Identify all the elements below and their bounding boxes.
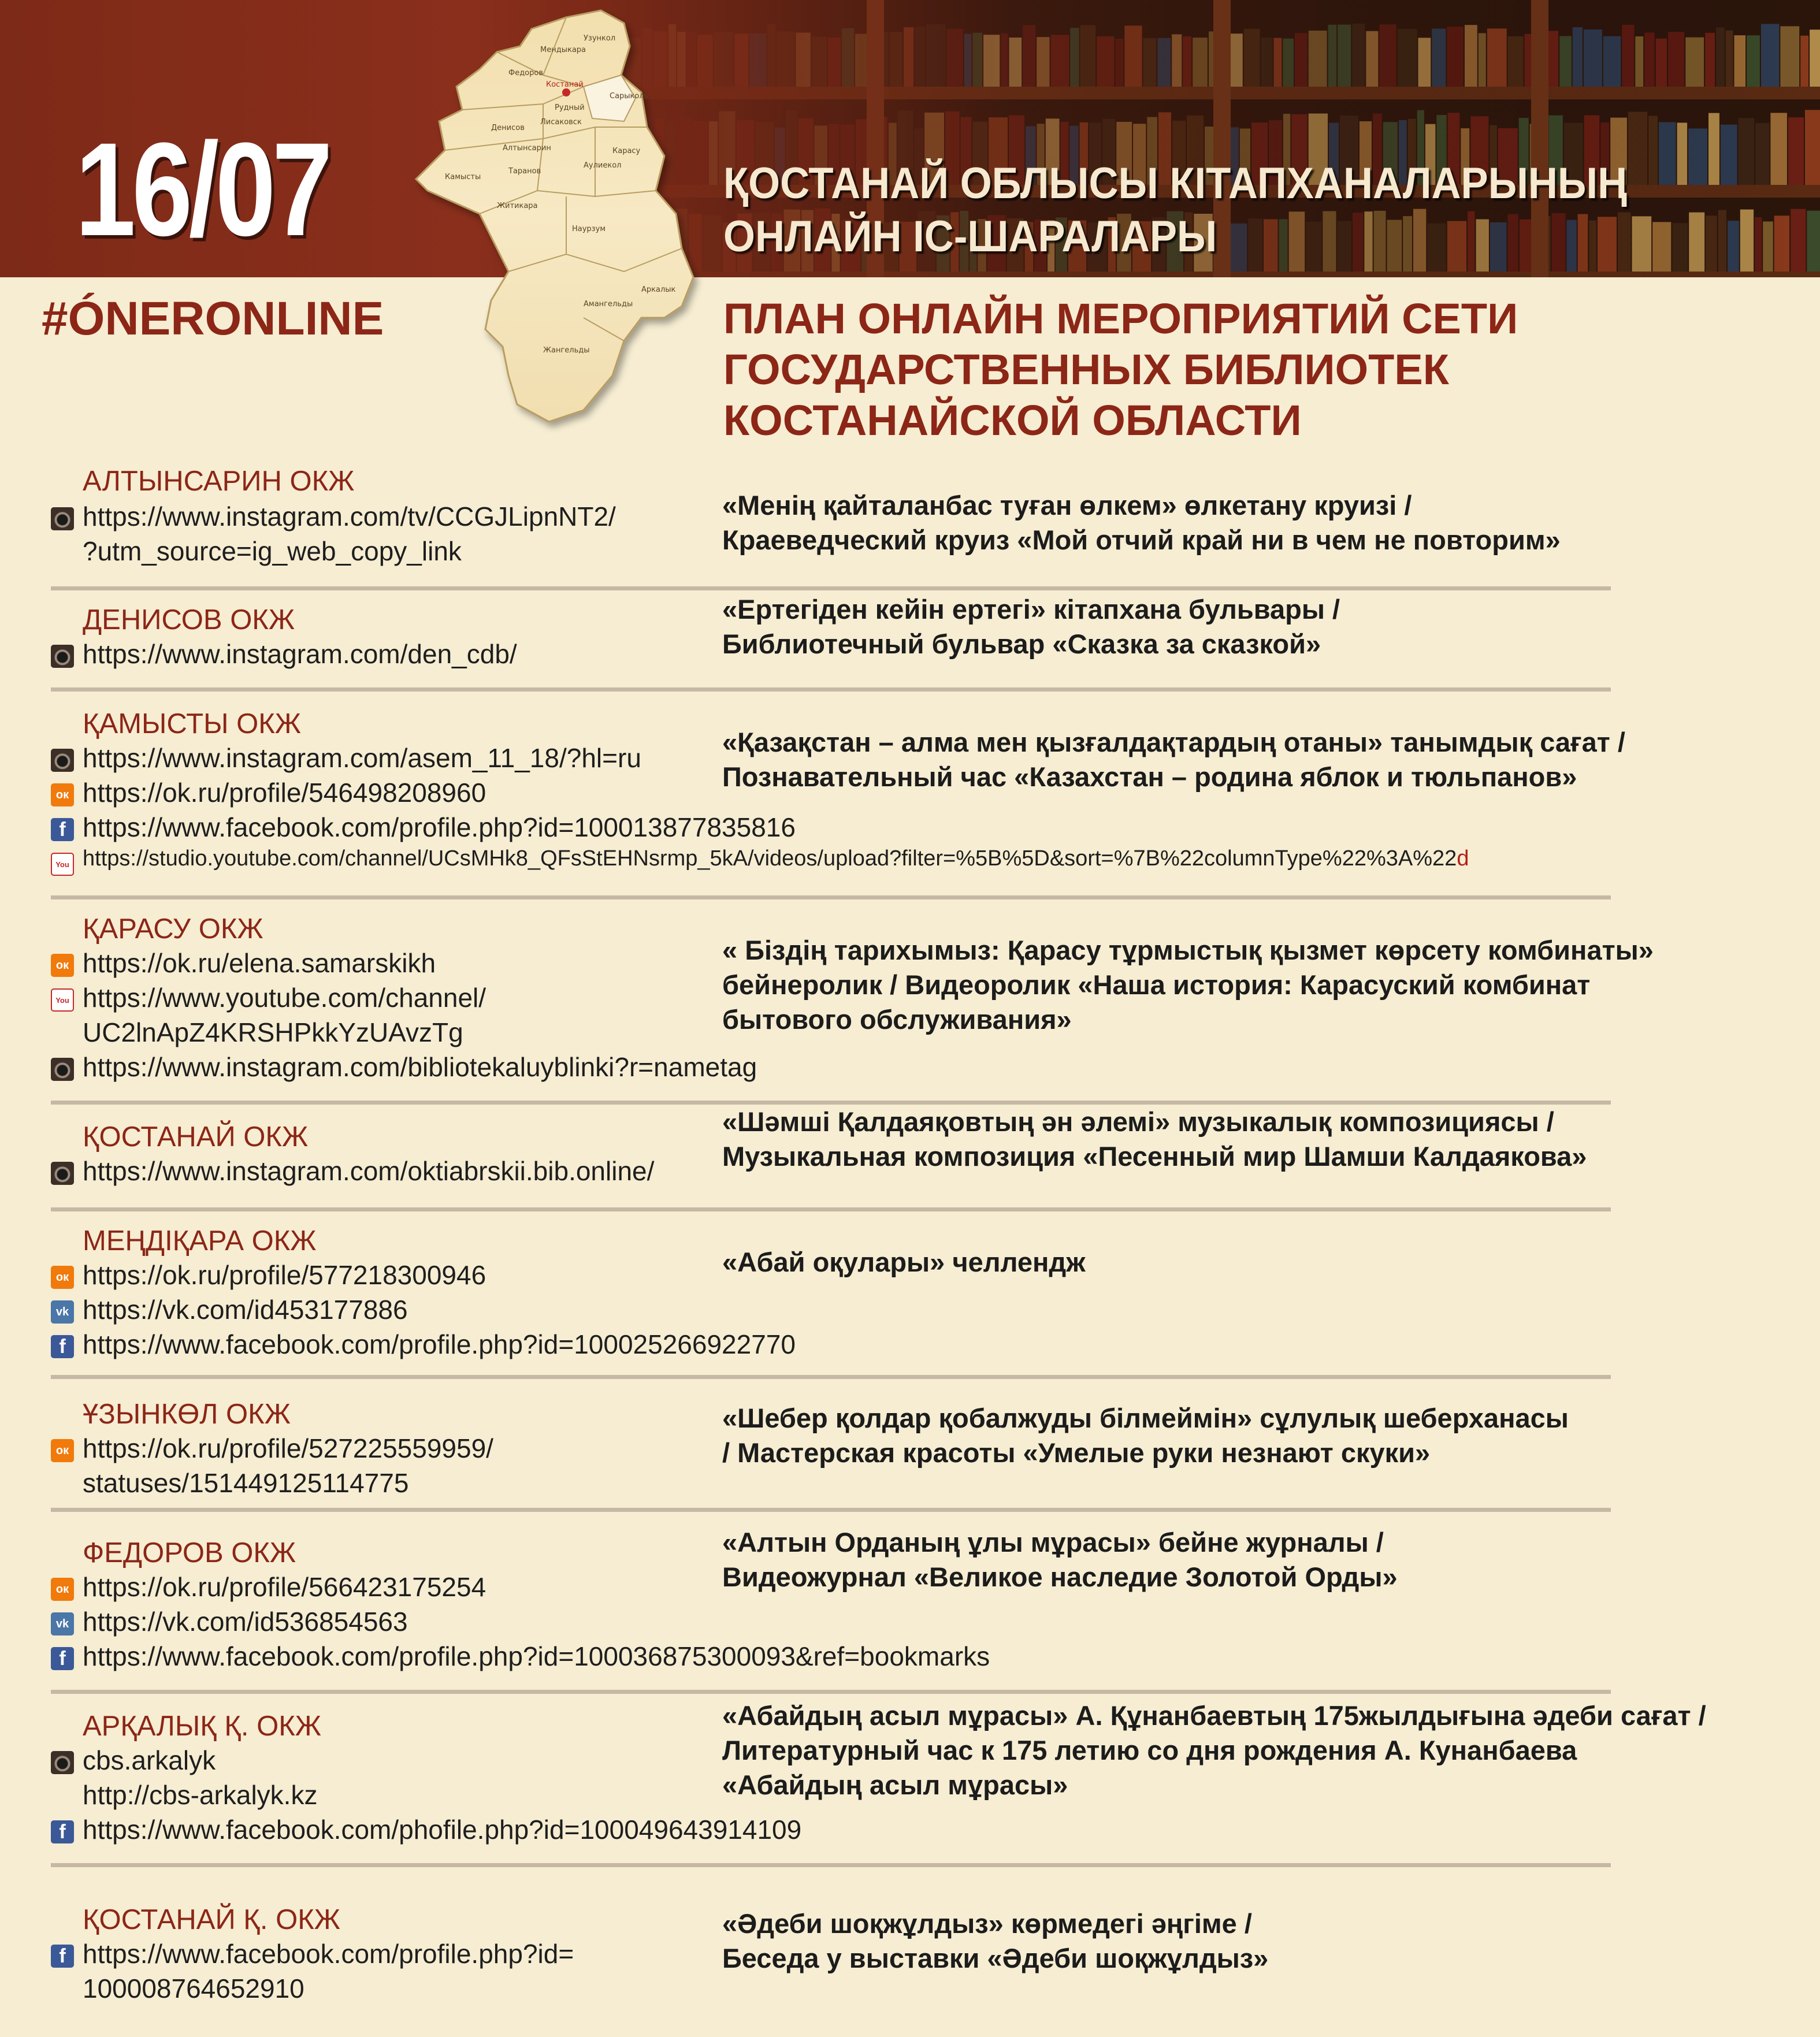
- social-link-text: 100008764652910: [83, 1973, 304, 2003]
- social-link-text: https://ok.ru/profile/527225559959/: [83, 1433, 493, 1463]
- event-line: / Мастерская красоты «Умелые руки незнают скуки»: [722, 1437, 1431, 1468]
- section-divider: [51, 1690, 1611, 1694]
- social-link-text: https://ok.ru/profile/546498208960: [83, 778, 486, 808]
- library-name: АЛТЫНСАРИН ОКЖ: [83, 466, 355, 497]
- library-name: АРҚАЛЫҚ Қ. ОКЖ: [83, 1711, 322, 1742]
- map-label-lisakovsk: Лисаковск: [540, 118, 582, 127]
- event-line: бытового обслуживания»: [722, 1004, 1072, 1035]
- map-label-zhitikara: Житикара: [497, 202, 538, 210]
- event-line: «Шәмші Қалдаяқовтың ән әлемі» музыкалық композициясы /: [722, 1106, 1554, 1137]
- social-link-text: https://ok.ru/profile/577218300946: [83, 1260, 486, 1290]
- library-name: ФЕДОРОВ ОКЖ: [83, 1537, 296, 1568]
- social-link[interactable]: [83, 982, 486, 1013]
- map-label-karasu: Карасу: [612, 147, 641, 155]
- map-label-amangeldy: Амангельды: [584, 300, 633, 308]
- section-divider: [51, 1508, 1611, 1512]
- event-description: [722, 1105, 1587, 1174]
- youtube-icon[interactable]: You: [51, 853, 74, 876]
- social-link[interactable]: [83, 1259, 486, 1291]
- social-link[interactable]: [83, 536, 462, 567]
- library-name: ҰЗЫНКӨЛ ОКЖ: [83, 1399, 291, 1430]
- social-link[interactable]: [83, 1571, 486, 1603]
- event-description: [722, 488, 1561, 557]
- facebook-icon[interactable]: f: [51, 818, 74, 841]
- social-link-text: UC2lnApZ4KRSHPkkYzUAvzTg: [83, 1017, 463, 1047]
- section-divider: [51, 687, 1611, 692]
- event-line: «Ертегіден кейін ертегі» кітапхана бульвары /: [722, 594, 1340, 625]
- kazakh-title-line: ОНЛАЙН ІС-ШАРАЛАРЫ: [723, 212, 1217, 261]
- facebook-icon[interactable]: f: [51, 1820, 74, 1843]
- vk-icon[interactable]: vk: [51, 1300, 74, 1324]
- instagram-icon[interactable]: [51, 645, 74, 668]
- event-line: «Алтын Орданың ұлы мұрасы» бейне журналы /: [722, 1527, 1384, 1558]
- instagram-icon[interactable]: [51, 749, 74, 772]
- facebook-icon[interactable]: f: [51, 1647, 74, 1670]
- social-link[interactable]: [83, 947, 436, 979]
- event-line: бейнеролик / Видеоролик «Наша история: Карасуский комбинат: [722, 969, 1591, 1000]
- map-label-fedorov: Федоров: [508, 69, 543, 77]
- library-name: ДЕНИСОВ ОКЖ: [83, 604, 295, 635]
- library-name: ҚОСТАНАЙ ОКЖ: [83, 1121, 309, 1153]
- map-label-naurzum: Наурзум: [572, 225, 606, 233]
- instagram-icon[interactable]: [51, 1162, 74, 1185]
- instagram-icon[interactable]: [51, 1058, 74, 1081]
- map-label-auliekol: Аулиекол: [584, 161, 622, 170]
- event-line: «Абайдың асыл мұрасы» А. Құнанбаевтың 175жылдығына әдеби сағат /: [722, 1700, 1706, 1731]
- event-line: Литературный час к 175 летию со дня рождения А. Кунанбаева: [722, 1735, 1577, 1765]
- social-link[interactable]: [83, 1779, 317, 1811]
- facebook-icon[interactable]: f: [51, 1335, 74, 1358]
- social-link-text: https://www.facebook.com/profile.php?id=100025266922770: [83, 1329, 796, 1359]
- map-label-taranov: Таранов: [508, 167, 541, 176]
- event-description: [722, 1245, 1086, 1280]
- hashtag: #ÓNERONLINE: [42, 292, 384, 345]
- social-link-text: https://www.instagram.com/bibliotekaluyblinki?r=nametag: [83, 1052, 757, 1082]
- social-link-text: https://www.instagram.com/asem_11_18/?hl=ru: [83, 743, 641, 773]
- social-link[interactable]: [83, 1329, 796, 1360]
- event-line: «Абай оқулары» челлендж: [722, 1247, 1086, 1277]
- map-label-denisov: Денисов: [491, 124, 525, 132]
- section-divider: [51, 1863, 1611, 1867]
- event-description: [722, 1698, 1706, 1802]
- social-link[interactable]: [83, 1745, 216, 1776]
- map-label-rudny: Рудный: [555, 103, 585, 112]
- social-link[interactable]: [83, 1814, 801, 1845]
- section-divider: [51, 895, 1611, 899]
- date-heading: 16/07: [75, 115, 329, 263]
- event-description: [722, 592, 1340, 661]
- event-line: «Менің қайталанбас туған өлкем» өлкетану круизі /: [722, 490, 1412, 521]
- odnoklassniki-icon[interactable]: ок: [51, 954, 74, 977]
- kazakh-title: [723, 157, 1733, 263]
- social-link[interactable]: [83, 1467, 408, 1499]
- odnoklassniki-icon[interactable]: ок: [51, 1578, 74, 1601]
- social-link-text: http://cbs-arkalyk.kz: [83, 1780, 318, 1810]
- library-name: ҚАМЫСТЫ ОКЖ: [83, 708, 302, 739]
- map-label-sarykol: Сарыколь: [610, 92, 649, 101]
- facebook-icon[interactable]: f: [51, 1945, 74, 1968]
- russian-title-line: КОСТАНАЙСКОЙ ОБЛАСТИ: [723, 396, 1302, 444]
- vk-icon[interactable]: vk: [51, 1612, 74, 1635]
- russian-title-line: ПЛАН ОНЛАЙН МЕРОПРИЯТИЙ СЕТИ: [723, 295, 1518, 343]
- event-description: [722, 1906, 1268, 1976]
- event-line: Видеожурнал «Великое наследие Золотой Орды»: [722, 1562, 1398, 1592]
- social-link[interactable]: [83, 1051, 757, 1083]
- social-link[interactable]: [83, 1017, 463, 1048]
- event-description: [722, 725, 1625, 794]
- event-line: «Шебер қолдар қобалжуды білмеймін» сұлулық шеберханасы: [722, 1403, 1569, 1433]
- social-link[interactable]: [83, 1294, 408, 1325]
- social-link-text: statuses/151449125114775: [83, 1468, 409, 1498]
- event-description: [722, 1525, 1398, 1594]
- instagram-icon[interactable]: [51, 1751, 74, 1774]
- map-label-mendykara: Мендыкара: [540, 46, 586, 54]
- social-link-text: cbs.arkalyk: [83, 1745, 216, 1775]
- section-divider: [51, 1207, 1611, 1211]
- social-link-text: https://www.facebook.com/profile.php?id=100036875300093&ref=bookmarks: [83, 1641, 990, 1671]
- kostanay-region-map: [393, 6, 740, 433]
- social-link-suffix: d: [1457, 846, 1469, 871]
- event-line: Библиотечный бульвар «Сказка за сказкой»: [722, 629, 1321, 659]
- social-link-text: ?utm_source=ig_web_copy_link: [83, 536, 462, 566]
- section-divider: [51, 586, 1611, 590]
- youtube-icon[interactable]: You: [51, 988, 74, 1012]
- social-link[interactable]: [83, 742, 641, 774]
- region-outline: [416, 10, 693, 422]
- social-link-text: https://www.instagram.com/tv/CCGJLipnNT2/: [83, 501, 616, 531]
- event-description: [722, 1401, 1569, 1470]
- social-link[interactable]: [83, 501, 616, 532]
- library-name: ҚОСТАНАЙ Қ. ОКЖ: [83, 1904, 340, 1935]
- social-link[interactable]: [83, 1938, 574, 1969]
- social-link-text: https://www.youtube.com/channel/: [83, 983, 486, 1013]
- social-link-text: https://www.facebook.com/profile.php?id=: [83, 1939, 574, 1969]
- section-divider: [51, 1375, 1611, 1379]
- map-label-altynsarin: Алтынсарин: [503, 144, 551, 153]
- social-link[interactable]: [83, 846, 1469, 871]
- social-link-text: https://www.facebook.com/phofile.php?id=100049643914109: [83, 1815, 802, 1845]
- odnoklassniki-icon[interactable]: ок: [51, 783, 74, 806]
- social-link-text: https://studio.youtube.com/channel/UCsMHk8_QFsStEHNsrmp_5kA/videos/upload?filter=%5B%5D&sort=%7B%22columnType%22%3A%22: [83, 846, 1457, 871]
- kostanay-city-marker: [562, 88, 570, 96]
- social-link-text: https://vk.com/id536854563: [83, 1607, 408, 1637]
- map-label-kostanay: Костанай: [546, 80, 584, 89]
- social-link[interactable]: [83, 812, 796, 843]
- event-line: «Әдеби шоқжұлдыз» көрмедегі әңгіме /: [722, 1908, 1252, 1939]
- social-link-text: https://www.facebook.com/profile.php?id=100013877835816: [83, 812, 796, 842]
- event-line: « Біздің тарихымыз: Қарасу тұрмыстық қызмет көрсету комбинаты»: [722, 935, 1654, 965]
- social-link-text: https://ok.ru/profile/566423175254: [83, 1572, 486, 1602]
- event-line: Беседа у выставки «Әдеби шоқжұлдыз»: [722, 1943, 1269, 1973]
- event-description: [722, 933, 1654, 1037]
- event-line: «Абайдың асыл мұрасы»: [722, 1770, 1068, 1800]
- map-label-zhangeldy: Жангельды: [543, 346, 590, 355]
- social-link-text: https://vk.com/id453177886: [83, 1295, 408, 1325]
- header-banner: [0, 0, 1820, 277]
- event-line: «Қазақстан – алма мен қызғалдақтардың отаны» танымдық сағат /: [722, 727, 1625, 757]
- event-line: Краеведческий круиз «Мой отчий край ни в чем не повторим»: [722, 525, 1561, 555]
- event-line: Музыкальная композиция «Песенный мир Шамши Калдаякова»: [722, 1141, 1587, 1172]
- russian-title: [723, 293, 1518, 446]
- library-name: ҚАРАСУ ОКЖ: [83, 913, 263, 945]
- odnoklassniki-icon[interactable]: ок: [51, 1439, 74, 1462]
- russian-title-line: ГОСУДАРСТВЕННЫХ БИБЛИОТЕК: [723, 345, 1449, 393]
- odnoklassniki-icon[interactable]: ок: [51, 1266, 74, 1289]
- map-label-uzunkol: Узункол: [584, 34, 616, 43]
- map-label-arkalyk: Аркалык: [641, 285, 676, 294]
- social-link[interactable]: [83, 1606, 408, 1637]
- event-line: Познавательный час «Казахстан – родина яблок и тюльпанов»: [722, 761, 1577, 792]
- kazakh-title-line: ҚОСТАНАЙ ОБЛЫСЫ КІТАПХАНАЛАРЫНЫҢ: [723, 159, 1628, 208]
- social-link-text: https://ok.ru/elena.samarskikh: [83, 948, 436, 978]
- social-link-text: https://www.instagram.com/oktiabrskii.bib.online/: [83, 1156, 655, 1186]
- social-link[interactable]: [83, 777, 486, 808]
- social-link[interactable]: [83, 1433, 493, 1464]
- instagram-icon[interactable]: [51, 507, 74, 530]
- social-link-text: https://www.instagram.com/den_cdb/: [83, 639, 517, 669]
- social-link[interactable]: [83, 638, 517, 670]
- section-divider: [51, 1101, 1611, 1105]
- social-link[interactable]: [83, 1155, 654, 1187]
- social-link[interactable]: [83, 1973, 304, 2004]
- social-link[interactable]: [83, 1641, 990, 1672]
- library-name: МЕҢДІҚАРА ОКЖ: [83, 1225, 317, 1257]
- map-label-kamysty: Камысты: [445, 173, 481, 181]
